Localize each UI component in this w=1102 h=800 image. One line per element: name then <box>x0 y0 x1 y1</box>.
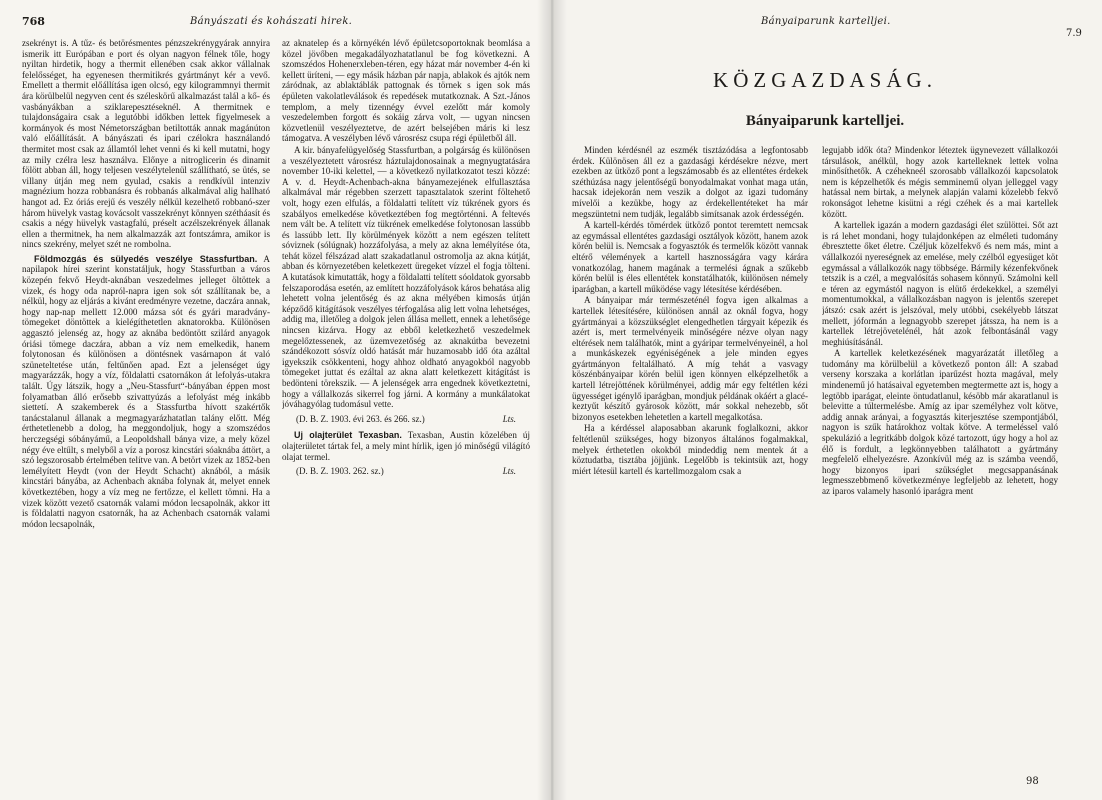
paragraph: A bányaipar már természeténél fogva igen alkalmas a kartellek létesítésére, különösen annál az oknál fogva, hogy gyártmányai a közszükséglet elengedhetlen tárgyait képezik és azért is, mert termelvényeik minőségére nézve olyan nagy eltérések nem találhatók, mint a gyáripar termelvényeinél, a hol a munkáskezek egyéniségének a jele minden egyes gyártmányon feltalálható. A míg tehát a vasvagy köszénbányaipar körén belül igen könnyen elképzelhetők a kartell létrejöttének körülményei, addig már egy feltétlen kézi ügyességet igénylő iparágban, mondjuk példának okáért a glacé-keztyűt készítő gyárosok között, már sokkal nehezebb, sőt bizonyos esetekben lehetetlen a kartell megalkotása. <box>572 295 808 422</box>
source-line <box>282 414 530 425</box>
paragraph-text: Texasban, Austin közelében új olajterületet tártak fel, a mely mint hírlik, igen jó minőségű világító olajat termel. <box>282 430 530 462</box>
paragraph-text: A napilapok hírei szerint konstatáljuk, hogy Stassfurtban a város közepén fekvő Heydt-aknában veszedelmes jelleget öltöttek a vizek, és hogy oda napról-napra igen sok sót szállítanak be, a nélkül, hogy az eljárás a kivánt eredményre vezetne, daczára annak, hogy nap-nap mellett 12.000 mázsa sót és gyári maradvány-tömegeket döntöttek a kielégíthetetlen aknatorokba. Különösen aggasztó jelenség az, hogy az aknába bedöntött szilárd anyagok óriási tömege daczára, abban a víz nem emelkedik, hanem folytonosan és különösen a döntésnek vasárnapon át való szüneteltetése után, feltűnően apad. Ezt a jelenséget úgy magyarázzák, hogy a víz, földalatti csatornákon át lefolyás-utakra talált. Úgy látszik, hogy a „Neu-Stassfurt“-bányában éppen most folyamatban álló erősebb szivattyúzás a lefolyást még inkább siettetí. A szakemberek és a Stassfurtba hívott szakértők tanácstalanul állanak a megmagyarázhatatlan talány előtt. Még érthetetlenebb a dolog, ha meggondoljuk, hogy a szomszédos herczegségi sóbányámű, a Leopoldshall bánya vize, a mely közel négy éve eltűlt, s melyből a víz a porosz kincstári sóaknába áttört, a szó legszorosabb értelmében telítve van. A betört vizek az 1852-ben lemélyített Heydt (von der Heydt Schacht) aknából, a másik kincstári bányába, az Achenbach aknába folynak át, melyet ennek következtében, hogy a víz meg ne fertőzze, el kellett tömni. Ha a vizek között vezető csatornák valami módon lecsapolnák, akkor itt is földalatti nagyon csatornák, ha az Achenbach csatornák valami módon lecsapolnák, <box>22 253 270 529</box>
paragraph: A kartell-kérdés tömérdek ütköző pontot teremtett nemcsak az egymással ellentétes gazdasági osztályok között, hanem azok körén belül is. Nemcsak a fogyasztók és termelők között vannak eltérő vélemények a kartell hasznosságára vagy kárára vonatkozólag, hanem magának a termelési ágnak a szűkebb körén belül is éles ellentétek konstatálhatók, különösen némely iparágban, a kartell működése vagy létesítése kérdésében. <box>572 220 808 294</box>
author-signature: Lts. <box>502 466 516 477</box>
source-citation: (D. B. Z. 1903. évi 263. és 266. sz.) <box>296 413 425 424</box>
left-column-1 <box>22 38 270 796</box>
right-column-1 <box>572 145 808 775</box>
source-citation: (D. B. Z. 1903. 262. sz.) <box>296 466 384 477</box>
paragraph: Minden kérdésnél az eszmék tisztázódása a legfontosabb érdek. Különösen áll ez a gazdasági kérdésekre nézve, mert ezekben az ütköző pont a legszámosabb és az ellentétes érdekek széthúzása nagy jelentőségű bonyodalmakat vonhat maga után, hacsak idejekorán nem veszik a dolgot az igazi tudomány mívelői a kezükbe, hogy az érdekellentéteket ha már megszüntetni nem tudják, legalább simítsanak azok érdességén. <box>572 145 808 219</box>
paragraph: A kartellek keletkezésének magyarázatát illetőleg a tudomány ma körülbelül a következő ponton áll: A szabad verseny korszaka a korlátlan iparűzést hozta magával, mely mindenemű jó hatásaival egyetemben megtermette azt is, hogy a legtöbb iparágat, eleinte öntudatlanul, késöbb már akaratlanul is belevitte a túltermelésbe. Amíg az ipar személyhez volt kötve, addig annak arányai, a fogyasztás kiterjesztése szempontjából, nagyon is szűk határokhoz voltak kötve. A termeléssel való spekulázió a legritkább dolgok közé tartozott, úgy hogy a hol az élő is fordult, a legkönnyebben találhatott a gyártmány megfelelő elhelyezésre. Azonkívül még az is számba veendő, hogy bizonyos ipari szükséglet megcsappanásának legmesszebbmenő következménye legfeljebb az lehetett, hogy az iparos valamely hasonló iparágra ment <box>822 348 1058 496</box>
source-line <box>282 466 530 477</box>
paragraph: Ha a kérdéssel alaposabban akarunk foglalkozni, akkor feltétlenül szükséges, hogy bizonyos általános fogalmakkal, melyek érthetetlen okokból mindeddig nem mentek át a köztudatba, tisztába jöjjünk. Legelőbb is tekintsük azt, hogy miért létesül kartell és kartellmozgalom csak a <box>572 423 808 476</box>
left-page-number: 768 <box>22 15 45 28</box>
article-heading: Földmozgás és sülyedés veszélye Stassfurtban. <box>34 253 258 264</box>
article-paragraph <box>282 430 530 462</box>
article-heading: Uj olajterület Texasban. <box>294 430 402 441</box>
right-running-head: Bányaiparunk kartelljei. <box>761 16 891 27</box>
paragraph: A kartellek igazán a modern gazdasági élet szülöttei. Sőt azt is rá lehet mondani, hogy tulajdonképen az elméleti tudomány ébresztette őket életre. Czéljuk közelfekvő és nem más, mint a vállalkozói nyereségnek az emelése, mely czélból egyesüget köt egymással a vállalkozók nagy többsége. Bármily kézenfekvőnek tetszik is a czél, a megvalósítás sohasem könnyű. Számolni kell e téren az egymástól nagyon is elütő érdekekkel, a személyi momentumokkal, a vállalkozásban nagyon is jelentős szerepet játszó: csak azért is jelszóval, mely utóbbi, csekélyebb látszat mellett, jóformán a legnagyobb szerepet játssza, ha nem is a kartellek létrejövetelénél, hát azok felbontásánál vagy meghiúsításánál. <box>822 220 1058 347</box>
right-column-2 <box>822 145 1058 775</box>
section-title: KÖZGAZDASÁG. <box>713 68 937 92</box>
article-title: Bányaiparunk kartelljei. <box>745 113 905 129</box>
right-page-number-top: 7.9 <box>1066 28 1082 39</box>
book-gutter-shadow <box>537 0 567 800</box>
left-column-2 <box>282 38 530 796</box>
paragraph: A kir. bányafelügyelőség Stassfurtban, a polgárság és különösen a veszélyeztetett városrész háztulajdonosainak a megnyugtatására november 10-iki kelettel, — a következő nyilatkozatot teszi közzé: A v. d. Heydt-Achenbach-akna bányamezejének elfullasztása alkalmával már régebben szerzett tapasztalatok szerint föltehető volt, hogy ezen elfulás, a földalatti telített víz túkrének gyors és szabályos emelkedése következtében fog megtörténni. A feltevés nem vált be. A telített víz tükrének emelkedése folytonosan lassúbb és lassúbb lett. Ily körülmények között a nem egészen telített sóviznek (sólúgnak) hozzáfolyása, a mely az akna lemélyítése óta, tehát közel félszázad alatt szakadatlanul ostromolja az akna kútját, abban és környezetében keletkezett üregeket vízzel el fogja tölteni. A kutatások kimutatták, hogy a földalatti telített sóoldatok gyorsabb felszaporodása esetén, az említett hozzáfolyások káros behatása alig lehetett volna jelentőség és az akna mélyében kimosás útján képződő kitágítások veszélyes térfogalása alig lett volna lehetséges, addig ma, illetőleg a dolgok jelen állása mellett, ennek a lehetősége nincsen kizárva. Hogy az ebből keletkezhető veszedelmek megelőztessenek, az üzemvezetőség az aknakútba bevezetni szándékozott sósvíz oldó hatását már huzamosabb idő óta azáltal igyekszik csökkenteni, hogy ahhoz oldható anyagokból nagyobb tömegeket juttat és ezáltal az akna alatt keletkezett kitágítást is bedönteni törekszik. — A jelenségek arra engednek következtetni, hogy a vállalkozás sikerrel fog járni. A kormány a munkálatokat jóváhagyólag tudomásul vette. <box>282 144 530 410</box>
article-paragraph <box>22 254 270 529</box>
right-page-number-bottom: 98 <box>1026 776 1039 787</box>
paragraph: legujabb idők óta? Mindenkor léteztek ügynevezett vállalkozói társulások, anélkül, hogy azok kartelleknek lettek volna minősíthetők. A czéhekneél szorosabb vállalkozói kapcsolatok nem is képzelhetők és mégis semminemű olyan jelleggel vagy hatással nem birtak, a melynek alapján valami közelebb fekvő rokonságot lehetne kisütni a régi czéhek és a mai kartellek között. <box>822 145 1058 219</box>
paragraph: zsekrényt is. A tűz- és betörésmentes pénzszekrénygyárak annyira ismerik itt Európában e port és olyan nagyon félnek tőle, hogy nyiltan hirdetik, hogy a thermit ellenében csak akkor vállalnak felelősséget, ha egyenesen thermitikrés gyártmányt kér a vevő. Emellett a thermit előállítása igen olcsó, egy kilogrammnyi thermit ára körülbelül negyven cent és széleskörű alkalmazást talál a kő- és vasbányákban a sziklarepesztéseknél. A thermitnek e tulajdonságaira csak a legutóbbi időkben lettek figyelmesek a kormányok és most Németországban betiltották annak magánúton való előállítását. A bányászati és ipari czélokra használandó thermitet most csak az államtól lehet venni és ki kell mutatni, hogy az mily czélra lesz használva. Előnye a nitroglicerin és dinamit fölött abban áll, hogy teljesen veszélytelenül szállítható, se ütés, se villany útján meg nem gyulad, csakis a rendkívül intenziv magnézium hozza robbanásra és robbanás alkalmával alig hallható hangot ad. Ez óriás erejű és veszély nélkül kezelhető robbanó-szer három hüvelyk vastag kovácsolt vasszekrényt könnyen szétháasít és csakis a négy hüvelyk vastagfalú, préselt aczélszekrények állanak ellen a thermitnek, ha nem alkalmazzák azt fontszámra, amikor is nincs szekrény, melyet szét ne rombolna. <box>22 38 270 250</box>
paragraph: az aknatelep és a környékén lévő épületcsoportoknak beomlása a közel jövőben megakadályozhatatlanul be fog következni. A szomszédos Hohenerxleben-téren, egy házat már november 4-én ki kellett üríteni, — egy másik házban pár napja, ablakok és ajtók nem záródnak, az ablaktáblák pattognak és törnek s igen sok más épületen vakolatleválások és repedések mutatkoznak. A Szt.-János templom, a mely tizennégy évvel ezelőtt már komoly veszedelemben forgott és sokáig zárva volt, — ugyan nincsen közvetlenül veszélyeztetve, de azért belsejében máris ki lesz támogatva. A veszélyben lévő városrész csupa régi épületből áll. <box>282 38 530 144</box>
left-running-head: Bányászati és kohászati hirek. <box>190 16 353 27</box>
author-signature: Lts. <box>502 413 516 424</box>
